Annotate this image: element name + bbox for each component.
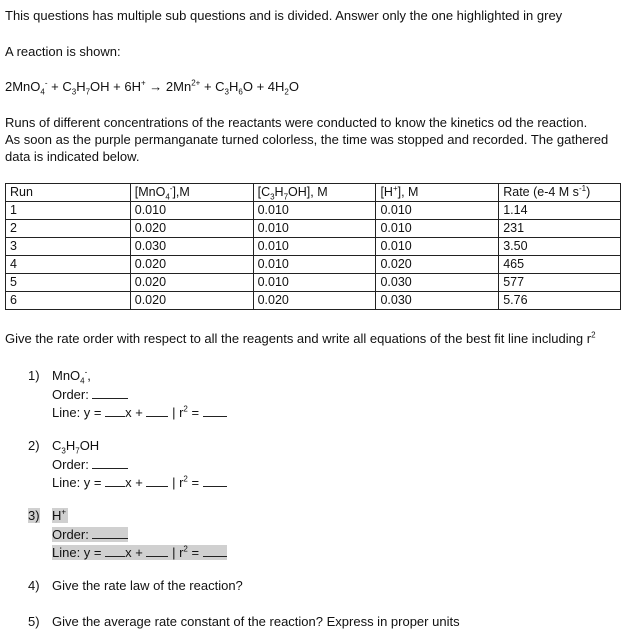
intercept-blank[interactable] — [146, 544, 168, 557]
cell: 0.020 — [376, 256, 499, 274]
question-title: $C_3H_7OH$ — [52, 438, 100, 456]
table-row — [6, 238, 621, 256]
order-line: Order: — [52, 386, 227, 404]
question-number: 2) — [28, 438, 40, 453]
cell: 577 — [499, 274, 621, 292]
cell: 5 — [6, 274, 131, 292]
intercept-blank[interactable] — [146, 474, 168, 487]
table-row — [6, 220, 621, 238]
description-line-2: As soon as the purple permanganate turned colorless, the time was stopped and recorded. The gathered — [5, 132, 609, 147]
cell: 6 — [6, 292, 131, 310]
fit-line: Line: y = x + | $r^2$ = — [52, 404, 227, 422]
cell: 0.020 — [130, 220, 253, 238]
order-line: Order: — [52, 526, 227, 544]
cell: 4 — [6, 256, 131, 274]
col-header-c3h7oh: $[C_3H_7OH]$, M — [253, 184, 376, 202]
instruction-text: Give the rate order with respect to all the reagents and write all equations of the best fit line including $r^2$ — [5, 330, 596, 346]
cell: 1.14 — [499, 202, 621, 220]
cell: 0.010 — [253, 256, 376, 274]
cell: 0.020 — [253, 292, 376, 310]
col-header-run: Run — [6, 184, 131, 202]
question-number: 5) — [28, 614, 40, 629]
reaction-equation: $2MnO_4^- + C_3H_7OH + 6H^+ \to 2Mn^{2+} + C_3H_6O + 4H_2O$ — [5, 78, 299, 97]
question-title: H+ — [52, 507, 67, 523]
order-blank[interactable] — [92, 386, 128, 399]
order-line: Order: — [52, 456, 227, 474]
col-header-h: [H+], M — [376, 184, 499, 202]
cell: 0.030 — [376, 292, 499, 310]
cell: 0.020 — [130, 274, 253, 292]
cell: 0.030 — [130, 238, 253, 256]
cell: 231 — [499, 220, 621, 238]
cell: 0.020 — [130, 292, 253, 310]
cell: 0.010 — [130, 202, 253, 220]
col-header-rate: Rate (e-4 M $s^{-1}$) — [499, 184, 621, 202]
order-blank[interactable] — [92, 526, 128, 539]
reaction-label: A reaction is shown: — [5, 44, 121, 59]
order-blank[interactable] — [92, 456, 128, 469]
cell: 5.76 — [499, 292, 621, 310]
intercept-blank[interactable] — [146, 404, 168, 417]
question-title: MnO$_4$-, — [52, 367, 91, 386]
question-number: 3) — [28, 508, 40, 523]
cell: 0.010 — [253, 238, 376, 256]
cell: 0.010 — [376, 202, 499, 220]
reaction-arrow-icon: → — [149, 79, 163, 94]
fit-line: Line: y = x + | $r^2$ = — [52, 474, 227, 492]
cell: 2 — [6, 220, 131, 238]
cell: 1 — [6, 202, 131, 220]
kinetics-data-table — [5, 183, 621, 310]
intro-text: This questions has multiple sub questions and is divided. Answer only the one highlighted in grey — [5, 8, 563, 23]
cell: 0.010 — [253, 202, 376, 220]
r2-blank[interactable] — [203, 544, 227, 557]
table-header-row — [6, 184, 621, 202]
slope-blank[interactable] — [105, 404, 125, 417]
question-number: 1) — [28, 368, 40, 383]
table-row — [6, 292, 621, 310]
fit-line: Line: y = x + | $r^2$ = — [52, 544, 227, 562]
cell: 0.010 — [253, 220, 376, 238]
table-row — [6, 256, 621, 274]
cell: 3 — [6, 238, 131, 256]
slope-blank[interactable] — [105, 544, 125, 557]
cell: 0.010 — [253, 274, 376, 292]
cell: 3.50 — [499, 238, 621, 256]
cell: 0.020 — [130, 256, 253, 274]
table-row — [6, 274, 621, 292]
cell: 0.030 — [376, 274, 499, 292]
description-line-1: Runs of different concentrations of the reactants were conducted to know the kinetics od the reaction. — [5, 115, 588, 130]
question-title: Give the rate law of the reaction? — [52, 578, 243, 593]
question-number: 4) — [28, 578, 40, 593]
cell: 0.010 — [376, 238, 499, 256]
table-row — [6, 202, 621, 220]
col-header-mno4: [MnO$_4$-],M — [130, 184, 253, 202]
slope-blank[interactable] — [105, 474, 125, 487]
cell: 0.010 — [376, 220, 499, 238]
cell: 465 — [499, 256, 621, 274]
question-title: Give the average rate constant of the reaction? Express in proper units — [52, 614, 460, 629]
r2-blank[interactable] — [203, 474, 227, 487]
r2-blank[interactable] — [203, 404, 227, 417]
description-line-3: data is indicated below. — [5, 149, 140, 164]
